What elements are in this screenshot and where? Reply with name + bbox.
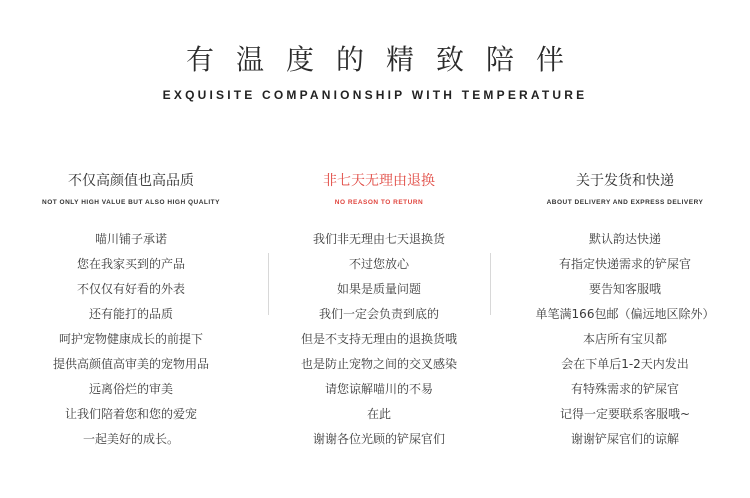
column-subtitle: NOT ONLY HIGH VALUE BUT ALSO HIGH QUALITY — [42, 199, 220, 206]
list-item: 喵川铺子承诺 — [94, 232, 167, 246]
list-item: 我们一定会负责到底的 — [318, 307, 439, 321]
list-item: 还有能打的品质 — [88, 307, 173, 321]
column-returns — [269, 170, 489, 452]
list-item: 一起美好的成长。 — [82, 432, 179, 446]
list-item: 您在我家买到的产品 — [76, 257, 185, 271]
list-item: 不过您放心 — [348, 257, 409, 271]
page-title: 有温度的精致陪伴 — [185, 43, 586, 76]
list-item: 提供高颜值高审美的宠物用品 — [52, 357, 209, 371]
list-item: 如果是质量问题 — [336, 282, 421, 296]
column-lines — [515, 227, 735, 452]
list-item: 但是不支持无理由的退换货哦 — [300, 332, 457, 346]
list-item: 有指定快递需求的铲屎官 — [558, 257, 691, 271]
list-item: 请您谅解喵川的不易 — [324, 382, 433, 396]
column-delivery — [515, 170, 735, 452]
list-item: 本店所有宝贝都 — [582, 332, 667, 346]
page-subtitle: EXQUISITE COMPANIONSHIP WITH TEMPERATURE — [162, 88, 588, 102]
column-title: 关于发货和快递 — [576, 173, 674, 189]
list-item: 远离俗烂的审美 — [88, 382, 173, 396]
list-item: 让我们陪着您和您的爱宠 — [64, 407, 197, 421]
list-item: 我们非无理由七天退换货 — [312, 232, 445, 246]
list-item: 不仅仅有好看的外表 — [76, 282, 185, 296]
list-item: 谢谢各位光顾的铲屎官们 — [312, 432, 445, 446]
column-quality — [21, 170, 241, 452]
list-item: 会在下单后1-2天内发出 — [561, 357, 689, 371]
column-lines — [21, 227, 241, 452]
list-item: 谢谢铲屎官们的谅解 — [570, 432, 679, 446]
info-columns — [0, 170, 750, 470]
column-subtitle: ABOUT DELIVERY AND EXPRESS DELIVERY — [546, 199, 704, 206]
list-item: 在此 — [366, 407, 391, 421]
list-item: 默认韵达快递 — [588, 232, 661, 246]
column-subtitle: NO REASON TO RETURN — [334, 199, 424, 206]
column-lines — [269, 227, 489, 452]
list-item: 记得一定要联系客服哦~ — [559, 407, 691, 421]
hero-header — [0, 0, 750, 130]
list-item: 要告知客服哦 — [588, 282, 661, 296]
column-title: 不仅高颜值也高品质 — [68, 173, 194, 189]
list-item: 有特殊需求的铲屎官 — [570, 382, 679, 396]
column-divider — [268, 253, 269, 315]
list-item: 单笔满166包邮（偏远地区除外） — [535, 307, 715, 321]
column-divider — [490, 253, 491, 315]
column-title: 非七天无理由退换 — [323, 173, 435, 189]
list-item: 也是防止宠物之间的交叉感染 — [300, 357, 457, 371]
list-item: 呵护宠物健康成长的前提下 — [58, 332, 203, 346]
